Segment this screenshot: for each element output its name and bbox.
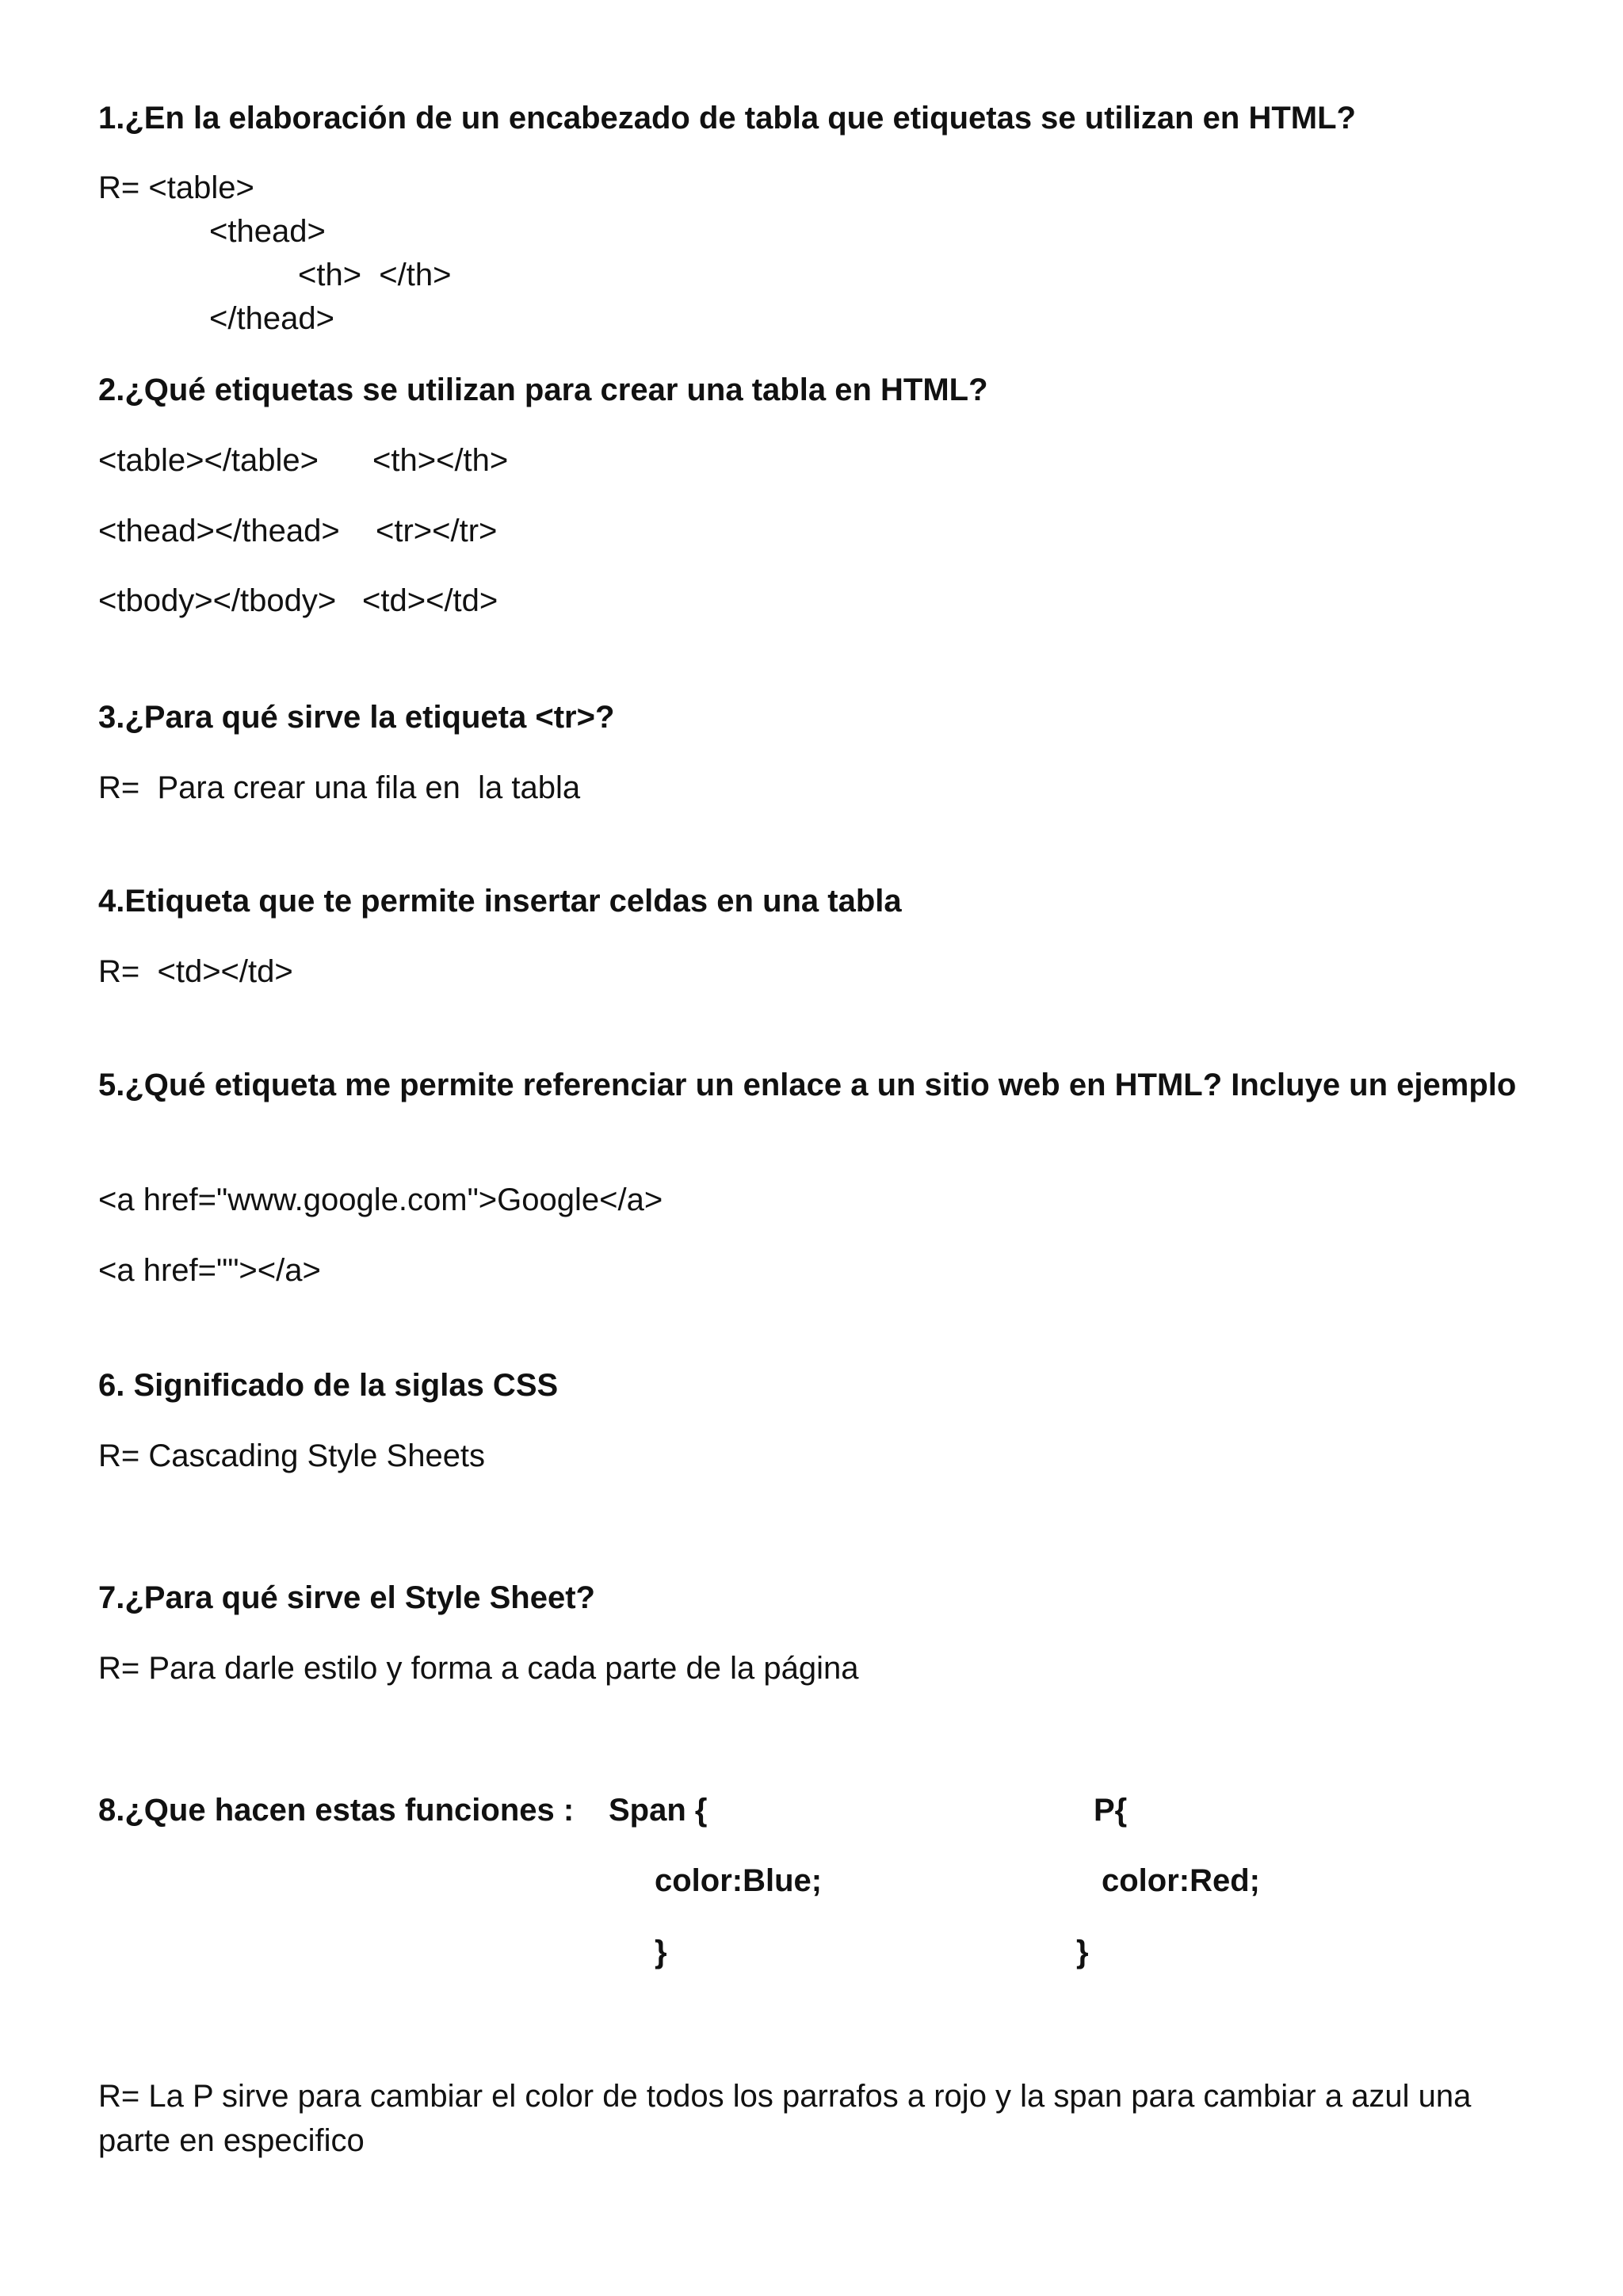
question-6: 6. Significado de la siglas CSS <box>98 1368 559 1403</box>
answer-8: R= La P sirve para cambiar el color de todos los parrafos a rojo y la span para cambiar a azul una parte en especifico <box>98 2079 1472 2158</box>
question-4: 4.Etiqueta que te permite insertar celdas en una tabla <box>98 884 902 919</box>
question-5: 5.¿Qué etiqueta me permite referenciar un enlace a un sitio web en HTML? Incluye un ejemplo <box>98 1068 1517 1102</box>
span-rule-close: } <box>655 1935 667 1969</box>
answer-1-line-1: R= <table> <box>98 170 254 205</box>
p-rule-close: } <box>1076 1935 1089 1969</box>
question-2: 2.¿Qué etiquetas se utilizan para crear una tabla en HTML? <box>98 372 988 407</box>
answer-2-row-2-right: <tr></tr> <box>376 514 498 548</box>
answer-6: R= Cascading Style Sheets <box>98 1438 486 1473</box>
p-rule-body: color:Red; <box>1102 1863 1260 1898</box>
answer-1-line-3: <th> </th> <box>298 258 452 292</box>
question-7: 7.¿Para qué sirve el Style Sheet? <box>98 1580 595 1615</box>
answer-4: R= <td></td> <box>98 954 293 989</box>
question-3: 3.¿Para qué sirve la etiqueta <tr>? <box>98 700 615 735</box>
answer-5-line-1: <a href="www.google.com">Google</a> <box>98 1182 663 1217</box>
answer-3: R= Para crear una fila en la tabla <box>98 770 581 805</box>
answer-5-line-2: <a href=""></a> <box>98 1253 321 1288</box>
p-rule-open: P{ <box>1094 1793 1128 1828</box>
answer-2-row-1-left: <table></table> <box>98 443 319 478</box>
answer-2-row-3-right: <td></td> <box>362 583 498 618</box>
answer-1-line-4: </thead> <box>209 301 334 336</box>
answer-2-row-1-right: <th></th> <box>372 443 509 478</box>
question-1: 1.¿En la elaboración de un encabezado de tabla que etiquetas se utilizan en HTML? <box>98 101 1356 136</box>
span-rule-open: Span { <box>609 1793 708 1828</box>
answer-1-line-2: <thead> <box>209 214 326 249</box>
span-rule-body: color:Blue; <box>655 1863 823 1898</box>
question-8: 8.¿Que hacen estas funciones : <box>98 1793 575 1828</box>
answer-7: R= Para darle estilo y forma a cada parte de la página <box>98 1651 859 1686</box>
answer-2-row-2-left: <thead></thead> <box>98 514 340 548</box>
answer-2-row-3-left: <tbody></tbody> <box>98 583 337 618</box>
